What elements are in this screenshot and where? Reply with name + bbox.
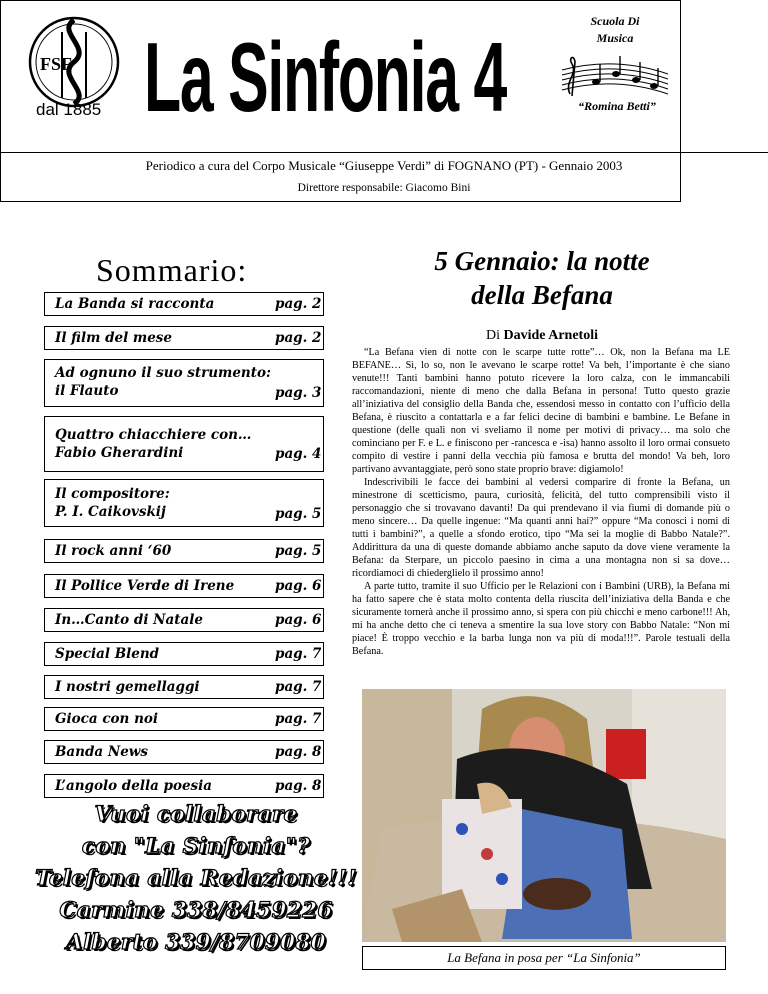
befana-photo-illustration	[362, 689, 726, 942]
school-line-2: Musica	[596, 31, 634, 45]
director-line: Direttore responsabile: Giacomo Bini	[297, 182, 471, 194]
toc-entry	[44, 774, 324, 798]
toc-page: pag. 7	[275, 679, 322, 695]
toc-entry	[44, 707, 324, 731]
toc-label: Il film del mese	[55, 330, 172, 346]
toc-label: Il Pollice Verde di Irene	[55, 578, 235, 594]
toc-entry	[44, 740, 324, 764]
toc-entry	[44, 292, 324, 316]
toc-entry	[44, 416, 324, 472]
music-notes-icon	[560, 52, 670, 100]
byline-prefix: Di	[486, 328, 500, 343]
school-line-1: Scuola Di	[590, 14, 640, 28]
toc-entry	[44, 479, 324, 527]
toc-entry	[44, 642, 324, 666]
cta-line-2: con "La Sinfonia"?	[81, 834, 311, 859]
toc-page: pag. 2	[275, 296, 322, 312]
toc-label-line2: P. I. Caikovskij	[55, 504, 166, 520]
cta-phone-alberto: Alberto 339/8709080	[66, 930, 326, 955]
cta-line-3: Telefona alla Redazione!!!	[34, 866, 358, 891]
masthead	[0, 0, 681, 202]
toc-label-line2: Fabio Gherardini	[55, 445, 184, 461]
toc-label: Special Blend	[55, 646, 160, 662]
toc-page: pag. 2	[275, 330, 322, 346]
toc-page: pag. 8	[275, 778, 322, 794]
toc-label: Banda News	[55, 744, 149, 760]
toc-page: pag. 7	[275, 711, 322, 727]
article-body	[352, 346, 730, 688]
toc-entry	[44, 539, 324, 563]
toc-page: pag. 6	[275, 612, 322, 628]
toc-entry	[44, 574, 324, 598]
toc-page: pag. 7	[275, 646, 322, 662]
toc-page: pag. 4	[275, 446, 322, 462]
article-title-line2: della Befana	[471, 280, 613, 310]
logo-text: FSF	[40, 54, 73, 74]
toc-entry	[44, 608, 324, 632]
toc-label: I nostri gemellaggi	[55, 679, 200, 695]
cta-line-1: Vuoi collaborare	[94, 802, 298, 827]
befana-photo	[362, 689, 726, 942]
periodical-subtitle: Periodico a cura del Corpo Musicale “Giuseppe Verdi” di FOGNANO (PT) - Gennaio 2003	[145, 158, 623, 173]
article-paragraph: “La Befana vien di notte con le scarpe tutte rotte”… Ok, non la Befana ma LE BEFANE… Sì, lo so, non le avevano le scarpe rotte! Va beh, l’importante è che siano venute!!! Tanti bambini hanno potuto ricevere la loro calza, con le immancabili raccomandazioni, niente di meno che dalla Befana in persona! Tutto questo grazie all’iniziativa del consiglio della Banda che, essendosi messo in contatto con l’ufficio della Befana, è riuscito a contattarla e a far felici decine di bambini e bambine. Le Befane in questione (delle quali non vi sveliamo il nome per motivi di privacy… ma solo che cominciano per F. e L. e finiscono per -rancesca e -isa) hanno assolto il loro ormai consueto compito di vestire i panni della vecchia più famosa e brutta del mondo! Va beh, loro partivano avvantaggiate, però sono state proprio brave: digiamolo!	[352, 347, 730, 475]
cta-phone-carmine: Carmine 338/8459226	[59, 898, 333, 923]
article-paragraph: Indescrivibili le facce dei bambini al vedersi comparire di fronte la Befana, un minestrone di scetticismo, paura, curiosità, felicità, del tutto comprensibili visto il personaggio che si trovavano davanti! Da qui prendevano il via fiumi di domande più o meno sincere… Da quelle ingenue: “Ma quanti anni hai?” oppure “Ma conosci i nomi di tutti i bambini?”, a quelle a sfondo erotico, tipo “Ma sei la moglie di Babbo Natale?”. Addirittura da una di queste domande abbiamo anche saputo da dove viene veramente la Befana: da Sterpare, un piccolo paesino in cima a una montagna non si sa dove… ricordiamoci di chiederglielo il prossimo anno!	[352, 477, 730, 579]
toc-page: pag. 8	[275, 744, 322, 760]
sommario-title: Sommario:	[96, 252, 248, 288]
masthead-divider	[0, 152, 768, 153]
article-paragraph: A parte tutto, tramite il suo Ufficio per le Relazioni con i Bambini (URB), la Befana mi ha fatto sapere che è stata molto contenta della riuscita dell’iniziativa della Banda e che sicuramente tornerà anche il prossimo anno, si spera con più chicchi e meno carbone!!! Ah, mi ha anche detto che ci teneva a smentire la sua love story con Babbo Natale: “Non mi piace! È troppo vecchio e la barba lunga non va più di moda!!!”. Parole testuali della Befana.	[352, 581, 730, 657]
toc-label: L’angolo della poesia	[55, 778, 213, 794]
toc-page: pag. 5	[275, 506, 322, 522]
toc-label: La Banda si racconta	[55, 296, 215, 312]
byline	[352, 328, 732, 344]
toc-label: Gioca con noi	[55, 711, 159, 727]
toc-page: pag. 5	[275, 543, 322, 559]
toc-page: pag. 3	[275, 385, 322, 401]
toc-label-line1: Il compositore:	[55, 486, 170, 502]
toc-label-line1: Quattro chiacchiere con…	[55, 427, 252, 443]
toc-entry	[44, 326, 324, 350]
toc-label-line1: Ad ognuno il suo strumento:	[55, 365, 271, 381]
toc-entry	[44, 675, 324, 699]
article-title	[352, 244, 732, 312]
toc-entry	[44, 359, 324, 407]
toc-label: In…Canto di Natale	[55, 612, 203, 628]
article-title-line1: 5 Gennaio: la notte	[434, 246, 650, 276]
author-name: Davide Arnetoli	[503, 328, 598, 343]
school-name: “Romina Betti”	[578, 99, 656, 113]
photo-caption: La Befana in posa per “La Sinfonia”	[362, 946, 726, 970]
newspaper-title: La Sinfonia 4	[144, 22, 507, 132]
toc-label: Il rock anni ‘60	[55, 543, 172, 559]
since-year: dal 1885	[36, 100, 102, 119]
toc-label-line2: il Flauto	[55, 383, 119, 399]
toc-page: pag. 6	[275, 578, 322, 594]
